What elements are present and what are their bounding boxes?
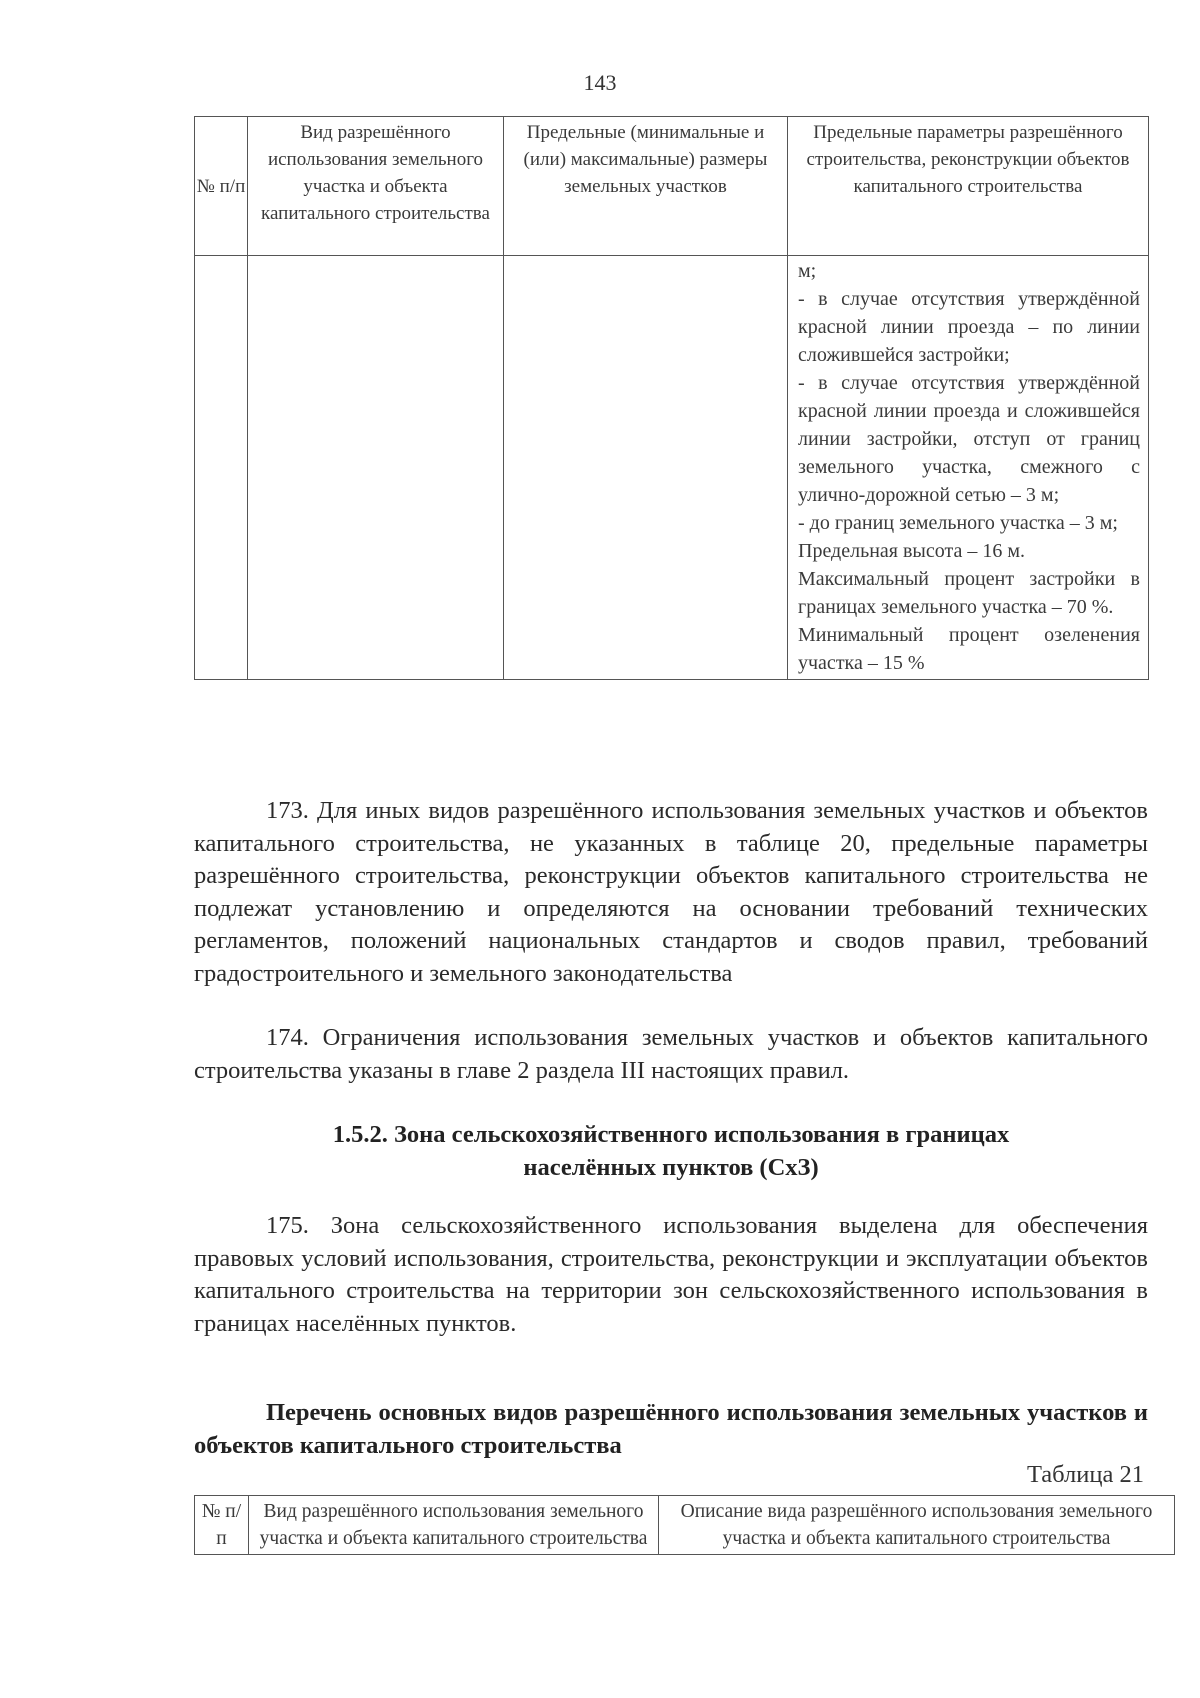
paragraph-175-text: 175. Зона сельскохозяйственного использования выделена для обеспечения правовых условий использования, строительства, реконструкции и эксплуатации объектов капитального строительства на территории зон сельскохозяйственного использования в границах населённых пунктов. <box>194 1212 1148 1337</box>
cell-number <box>195 256 248 680</box>
col-header-kind: Вид разрешённого использования земельного участка и объекта капитального строительства <box>249 1496 659 1555</box>
col-header-number: № п/п <box>195 117 248 256</box>
col-header-sizes: Предельные (минимальные и (или) максимальные) размеры земельных участков <box>504 117 788 256</box>
col-header-number: № п/п <box>195 1496 249 1555</box>
paragraph-175 <box>194 1210 1148 1340</box>
param-line: - в случае отсутствия утверждённой красной линии проезда и сложившейся линии застройки, отступ от границ земельного участка, смежного с улично-дорожной сетью – 3 м; <box>798 372 1140 506</box>
paragraph-173-text: 173. Для иных видов разрешённого использования земельных участков и объектов капитального строительства, не указанных в таблице 20, предельные параметры разрешённого строительства, реконструкции объектов капитального строительства не подлежат установлению и определяются на основании требований технических регламентов, положений национальных стандартов и сводов правил, требований градостроительного и земельного законодательства <box>194 797 1148 987</box>
section-heading <box>194 1119 1148 1184</box>
list-title-text: Перечень основных видов разрешённого использования земельных участков и объектов капитального строительства <box>194 1399 1148 1459</box>
section-heading-line-2: населённых пунктов (СхЗ) <box>523 1153 819 1181</box>
paragraph-174-text: 174. Ограничения использования земельных участков и объектов капитального строительства указаны в главе 2 раздела III настоящих правил. <box>194 1024 1148 1084</box>
col-header-description: Описание вида разрешённого использования земельного участка и объекта капитального строительства <box>659 1496 1175 1555</box>
table-20-continuation <box>194 116 1149 680</box>
table-21 <box>194 1495 1175 1555</box>
param-line: Максимальный процент застройки в границах земельного участка – 70 %. <box>798 568 1140 618</box>
table-header-row <box>195 1496 1175 1555</box>
cell-kind <box>248 256 504 680</box>
table-header-row <box>195 117 1149 256</box>
col-header-params: Предельные параметры разрешённого строительства, реконструкции объектов капитального строительства <box>788 117 1149 256</box>
param-line: - до границ земельного участка – 3 м; <box>798 512 1118 534</box>
list-title <box>194 1397 1148 1462</box>
cell-params <box>788 256 1149 680</box>
col-header-kind: Вид разрешённого использования земельного участка и объекта капитального строительства <box>248 117 504 256</box>
paragraph-173 <box>194 795 1148 990</box>
section-heading-line-1: 1.5.2. Зона сельскохозяйственного использования в границах <box>332 1121 1010 1148</box>
param-line: м; <box>798 260 817 282</box>
param-line: - в случае отсутствия утверждённой красной линии проезда – по линии сложившейся застройки; <box>798 288 1140 366</box>
paragraph-174 <box>194 1022 1148 1087</box>
page-number: 143 <box>583 70 617 95</box>
table-row <box>195 256 1149 680</box>
table-caption: Таблица 21 <box>1026 1461 1144 1488</box>
param-line: Предельная высота – 16 м. <box>798 540 1026 562</box>
cell-sizes <box>504 256 788 680</box>
param-line: Минимальный процент озеленения участка – 15 % <box>798 624 1140 674</box>
